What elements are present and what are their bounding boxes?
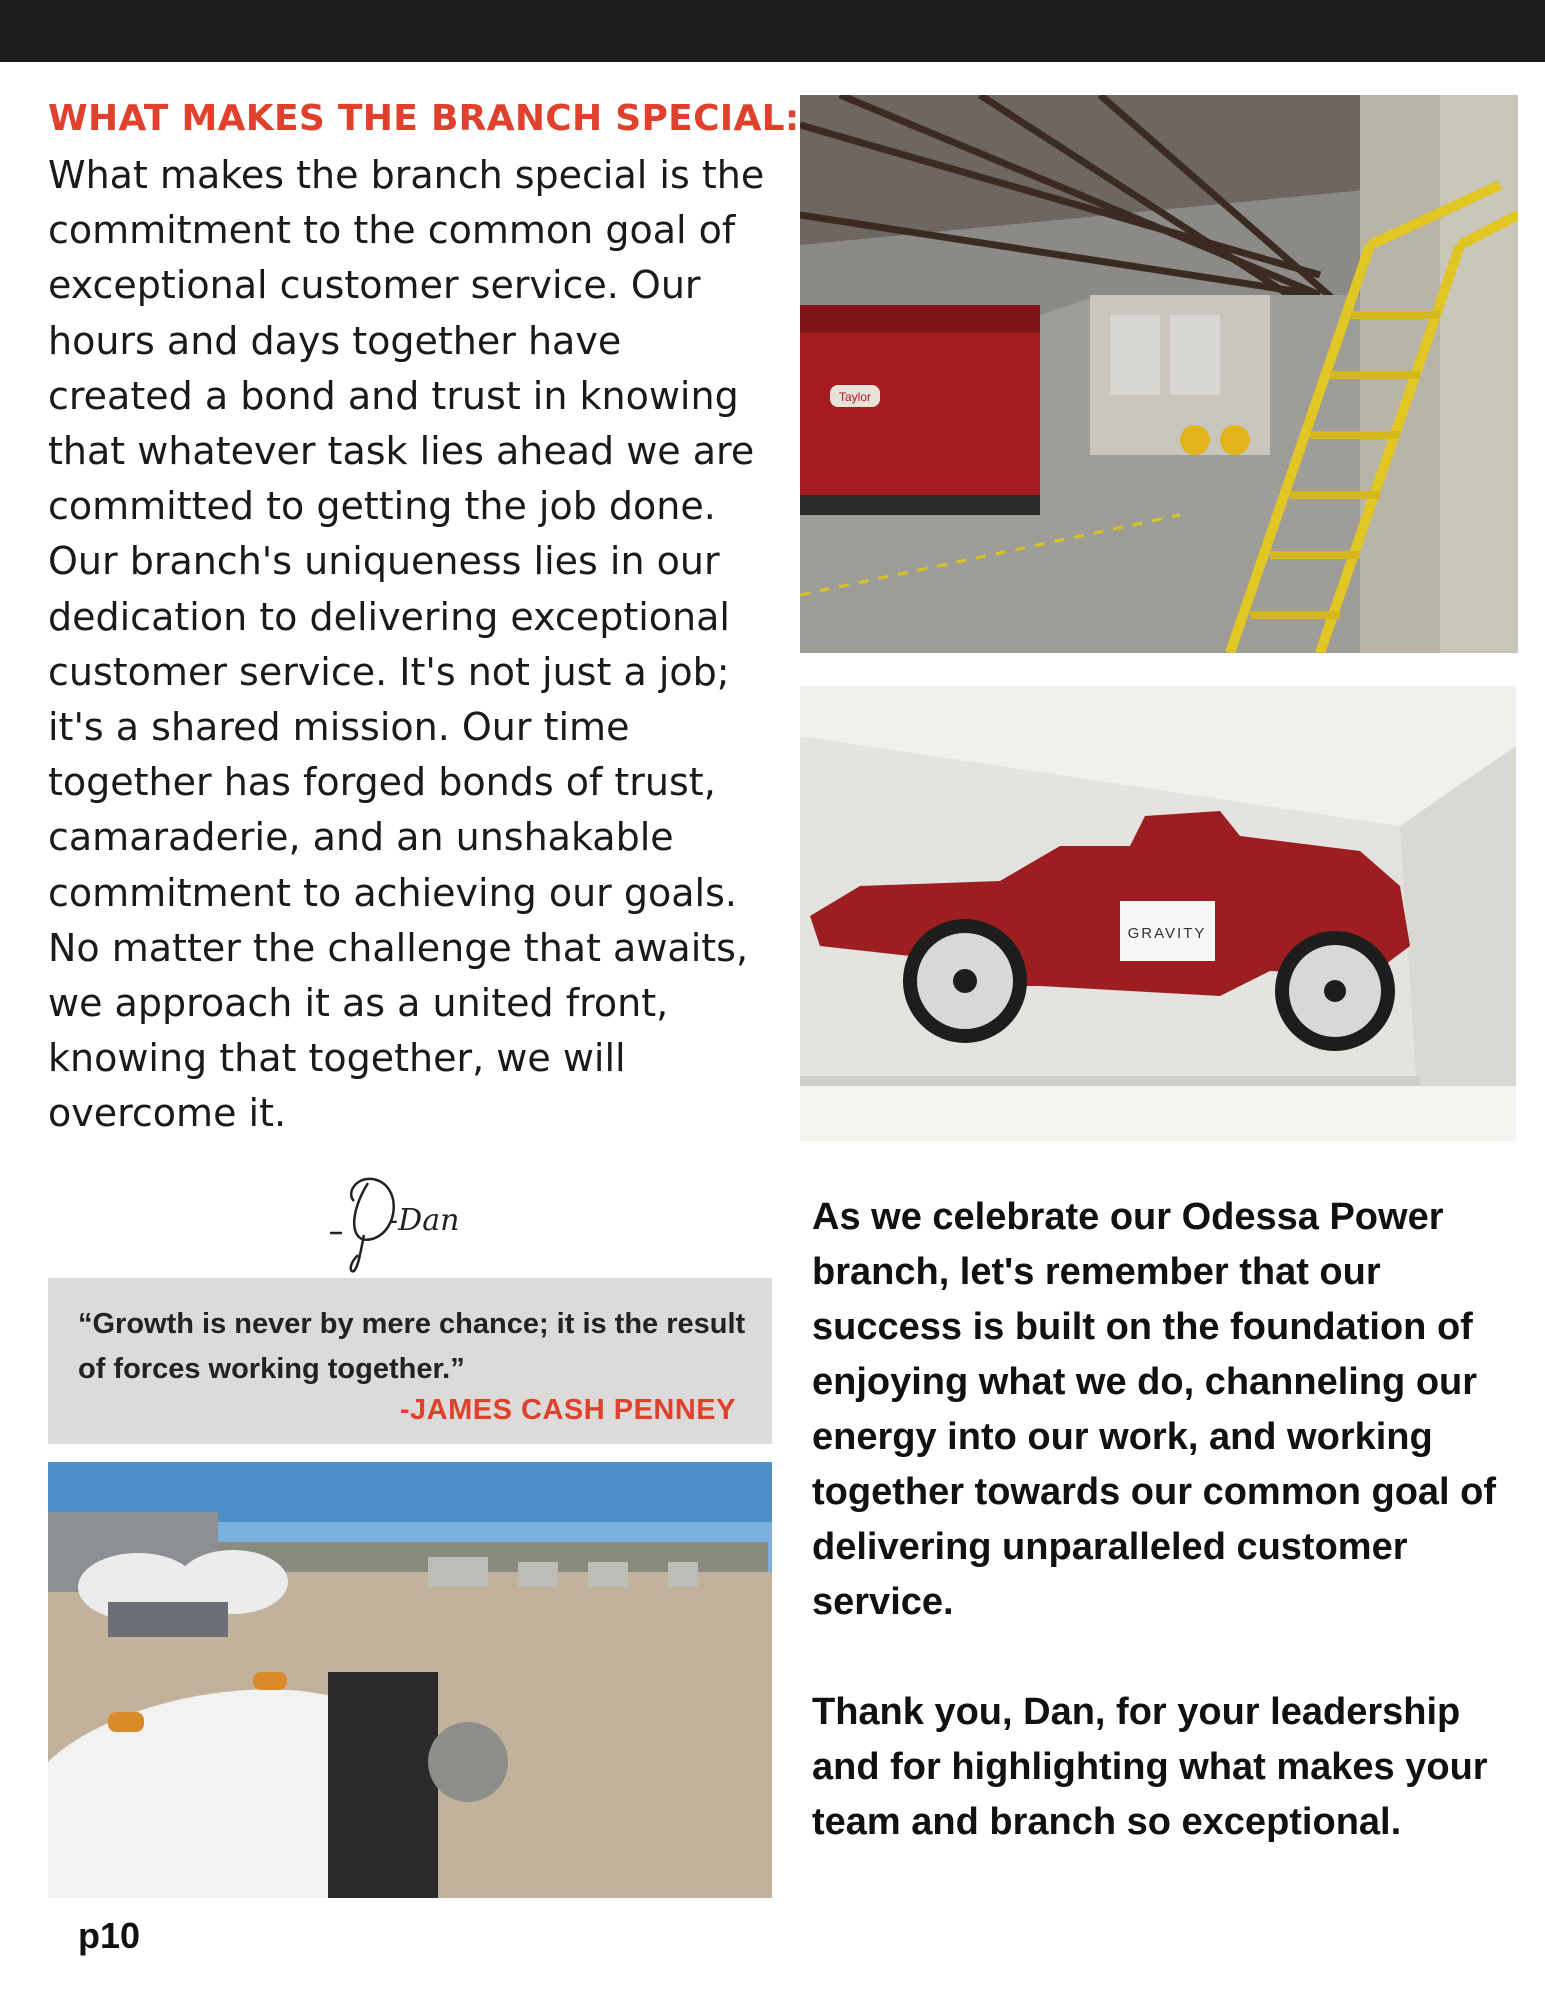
quote-box	[48, 1278, 772, 1444]
warehouse-photo	[800, 95, 1518, 653]
quote-text: “Growth is never by mere chance; it is the result of forces working together.”	[78, 1308, 746, 1385]
top-bar	[0, 0, 1545, 62]
gravity-logo-text: GRAVITY	[1127, 925, 1207, 942]
body-paragraph-2	[48, 534, 768, 1141]
body-paragraph-1: What makes the branch special is the commitment to the common goal of exceptional customer service. Our hours and days together have created a bond and trust in knowing that whatever task lies ahead we are committed to getting the job done.	[48, 153, 765, 529]
truck-art-photo	[800, 686, 1516, 1141]
dan-signature	[328, 1175, 478, 1275]
page-number: p10	[78, 1915, 141, 1956]
body-text	[48, 148, 768, 1142]
closing-paragraph-2: Thank you, Dan, for your leadership and for highlighting what makes your team and branch so exceptional.	[812, 1691, 1488, 1843]
signature-text: -Dan	[388, 1203, 460, 1238]
yard-photo	[48, 1462, 772, 1898]
generator-sign-text: Taylor	[838, 390, 872, 404]
closing-text	[812, 1190, 1512, 1850]
closing-spacer	[812, 1630, 1512, 1685]
closing-paragraph-1: As we celebrate our Odessa Power branch, let's remember that our success is built on the foundation of enjoying what we do, channeling our energy into our work, and working together towards our common goal of delivering unparalleled customer service.	[812, 1196, 1497, 1623]
body-paragraph-2-text: Our branch's uniqueness lies in our dedication to delivering exceptional customer service. It's not just a job; it's a shared mission. Our time together has forged bonds of trust, camaraderie, and an unshakable commitment to achieving our goals. No matter the challenge that awaits, we approach it as a united front, knowing that together, we will overcome it.	[48, 539, 749, 1136]
section-heading: WHAT MAKES THE BRANCH SPECIAL:	[48, 98, 800, 139]
quote-author: -JAMES CASH PENNEY	[399, 1394, 736, 1426]
